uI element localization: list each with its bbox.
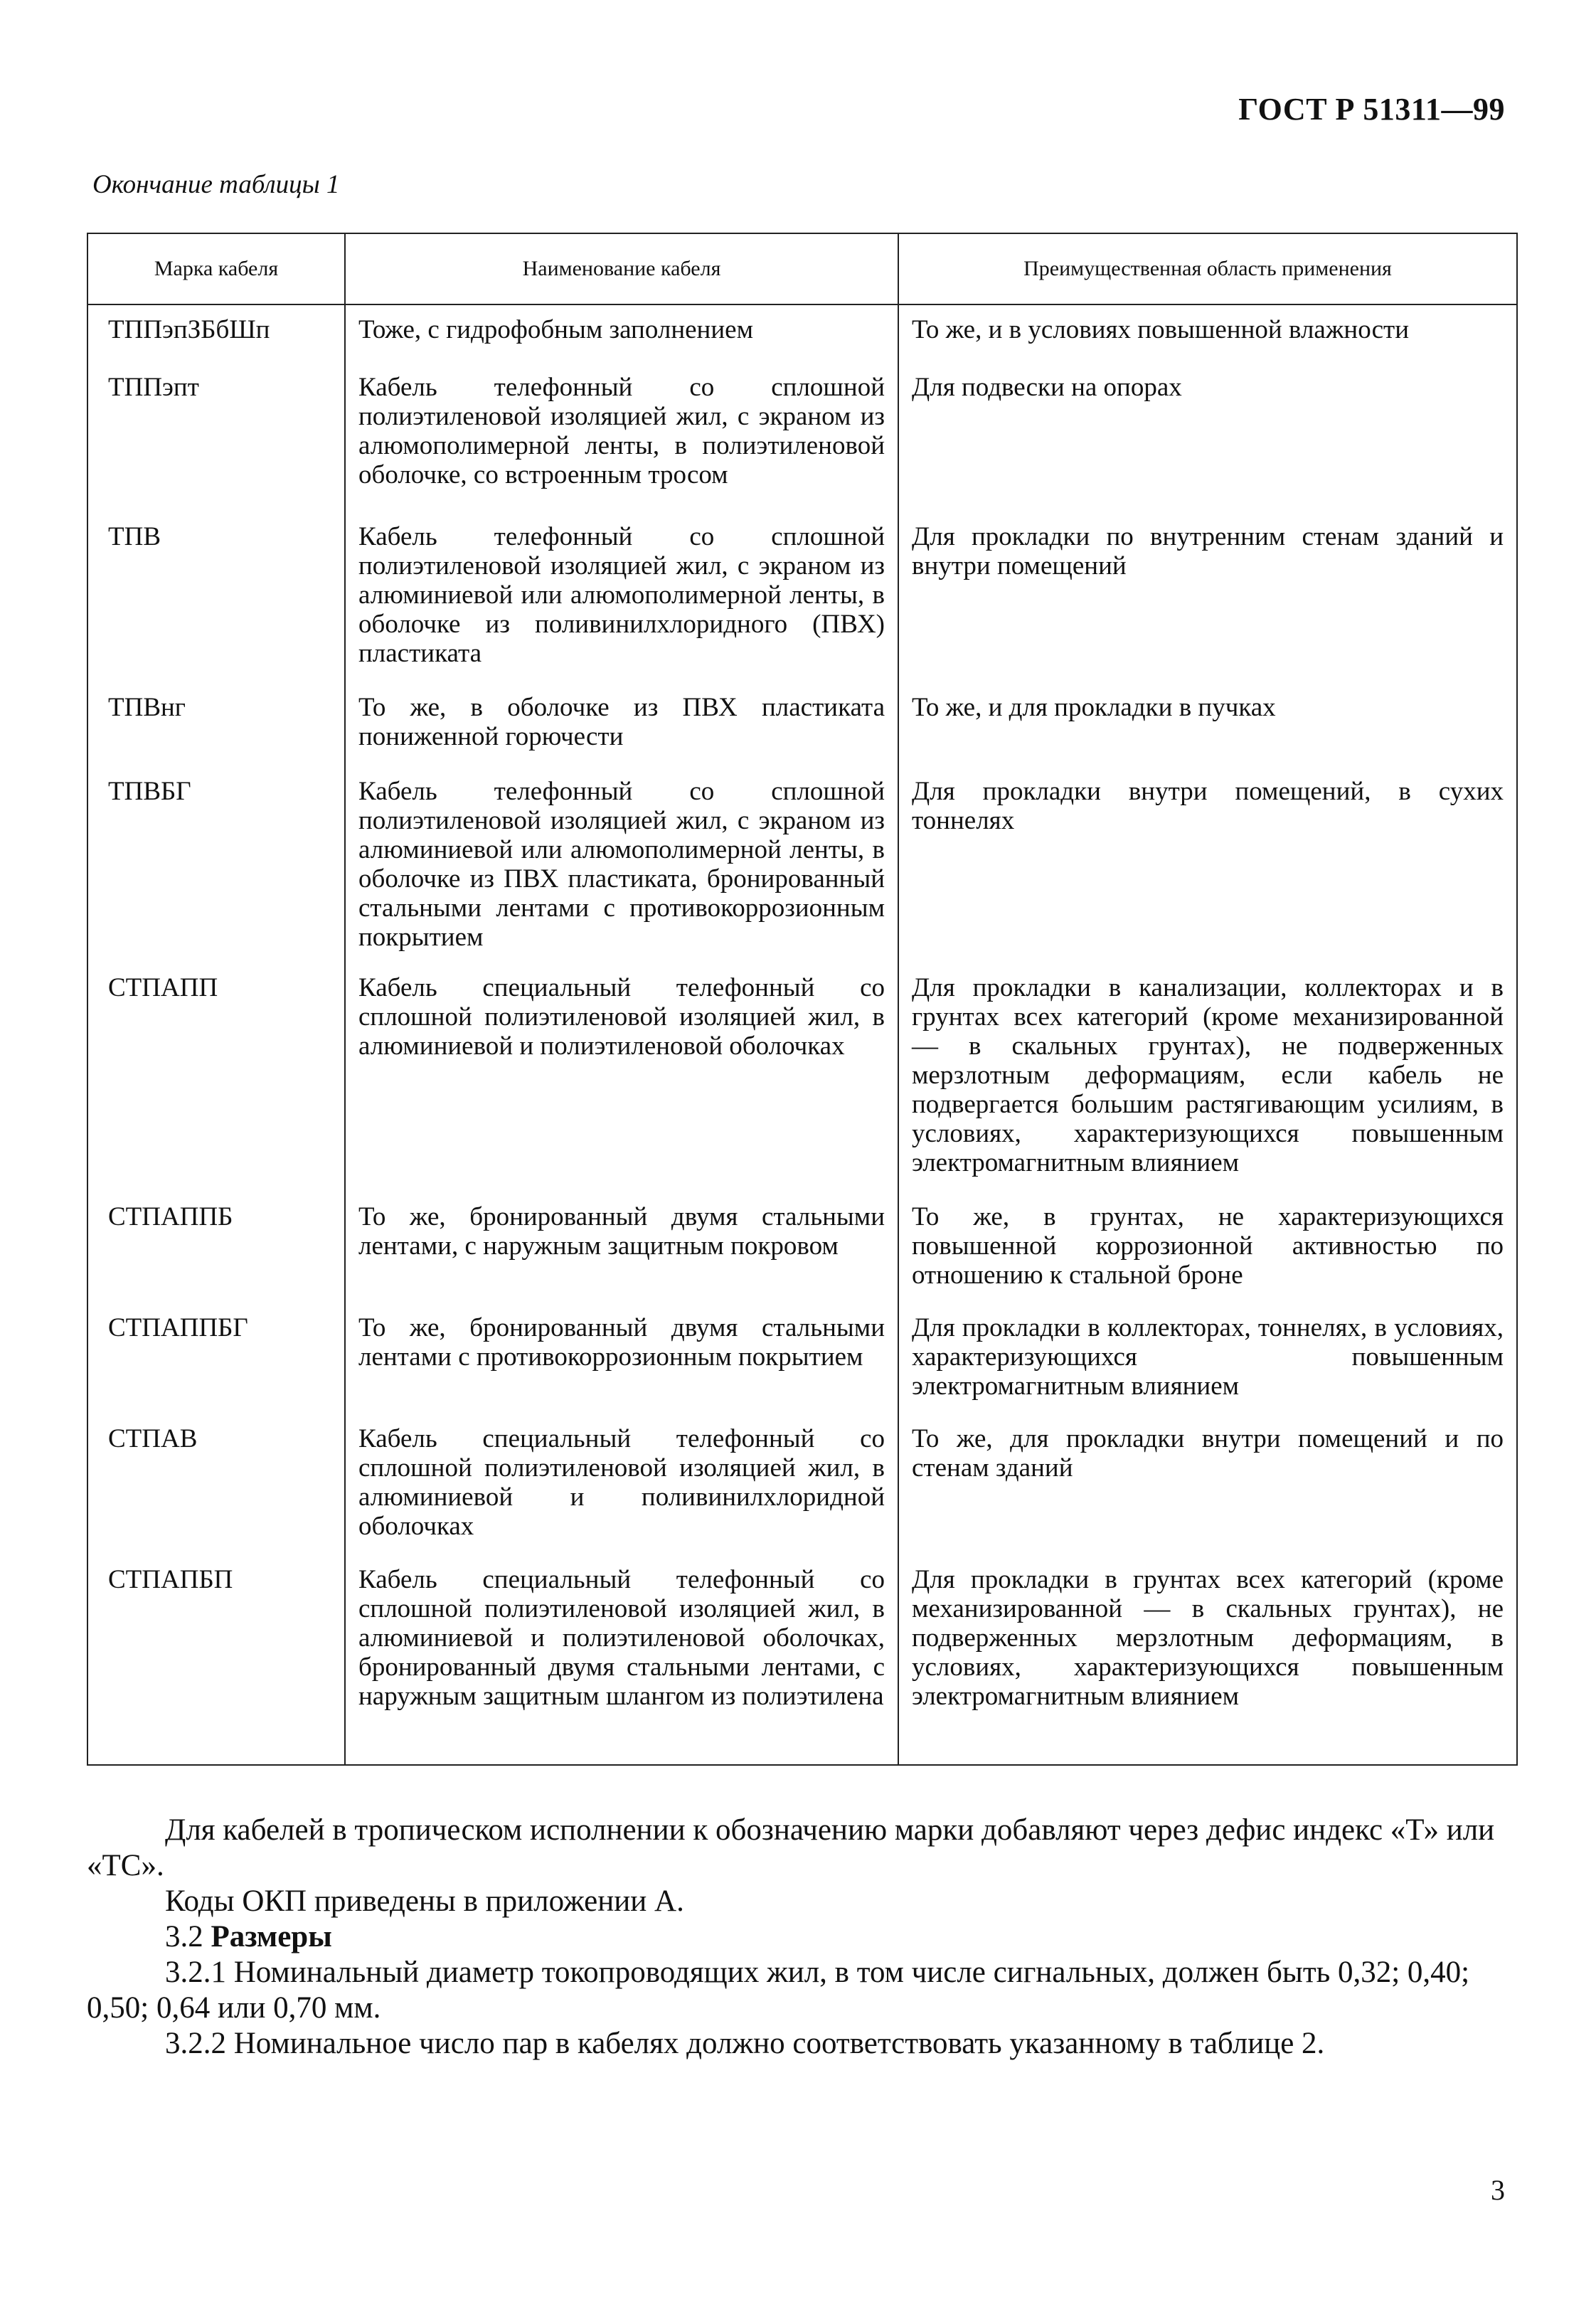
section-heading (87, 1919, 1516, 1955)
cable-application: То же, в грунтах, не характеризующихся повышенной коррозионной активностью по отношению к стальной броне (898, 1192, 1517, 1303)
table-row (87, 1192, 1517, 1303)
cable-application: То же, и в условиях повышенной влажности (898, 304, 1517, 363)
cable-table-container (87, 233, 1516, 1766)
paragraph-tropical: Для кабелей в тропическом исполнении к обозначению марки добавляют через дефис индекс «Т» или «ТС». (87, 1813, 1495, 1882)
paragraph-pairs: 3.2.2 Номинальное число пар в кабелях должно соответствовать указанному в таблице 2. (165, 2027, 1325, 2060)
table-row (87, 1555, 1517, 1765)
cable-application: Для подвески на опорах (898, 363, 1517, 512)
table-row (87, 767, 1517, 963)
table-caption: Окончание таблицы 1 (92, 170, 340, 199)
cable-mark: СТПАППБГ (87, 1303, 345, 1414)
cable-mark: СТПАВ (87, 1414, 345, 1555)
cable-mark: СТПАППБ (87, 1192, 345, 1303)
cable-mark: ТПВБГ (87, 767, 345, 963)
cable-application: Для прокладки в канализации, коллекторах и в грунтах всех категорий (кроме механизированной — в скальных грунтах), не подверженных мерзлотным деформациям, если кабель не подвергается большим растягивающим усилиям, в условиях, характеризующихся повышенным электромагнитным влиянием (898, 963, 1517, 1192)
column-header-name: Наименование кабеля (345, 233, 898, 304)
table-row (87, 963, 1517, 1192)
cable-table (87, 233, 1518, 1766)
table-header-row (87, 233, 1517, 304)
column-header-mark: Марка кабеля (87, 233, 345, 304)
page-number: 3 (1491, 2174, 1505, 2206)
cable-name: То же, бронированный двумя стальными лентами, с наружным защитным покровом (345, 1192, 898, 1303)
cable-name: То же, в оболочке из ПВХ пластиката пониженной горючести (345, 683, 898, 767)
cable-name: Кабель телефонный со сплошной полиэтиленовой изоляцией жил, с экраном из алюминиевой или алюмополимерной ленты, в оболочке из ПВХ пластиката, бронированный стальными лентами с противокоррозионным покрытием (345, 767, 898, 963)
cable-name: Кабель специальный телефонный со сплошной полиэтиленовой изоляцией жил, в алюминиевой и полиэтиленовой оболочках, бронированный двумя стальными лентами, с наружным защитным шлангом из полиэтилена (345, 1555, 898, 1765)
document-code: ГОСТ Р 51311—99 (1238, 92, 1505, 127)
cable-name: Тоже, с гидрофобным заполнением (345, 304, 898, 363)
cable-mark: ТПВнг (87, 683, 345, 767)
table-row (87, 304, 1517, 363)
cable-name: То же, бронированный двумя стальными лентами с противокоррозионным покрытием (345, 1303, 898, 1414)
cable-application: То же, для прокладки внутри помещений и по стенам зданий (898, 1414, 1517, 1555)
cable-mark: ТППэпЗБбШп (87, 304, 345, 363)
cable-mark: СТПАПП (87, 963, 345, 1192)
cable-mark: ТПВ (87, 512, 345, 683)
cable-name: Кабель специальный телефонный со сплошной полиэтиленовой изоляцией жил, в алюминиевой и поливинилхлоридной оболочках (345, 1414, 898, 1555)
cable-application: То же, и для прокладки в пучках (898, 683, 1517, 767)
cable-mark: СТПАПБП (87, 1555, 345, 1765)
table-row (87, 1303, 1517, 1414)
cable-mark: ТППэпт (87, 363, 345, 512)
paragraph-okp-codes: Коды ОКП приведены в приложении А. (165, 1884, 684, 1918)
table-row (87, 363, 1517, 512)
cable-name: Кабель специальный телефонный со сплошной полиэтиленовой изоляцией жил, в алюминиевой и полиэтиленовой оболочках (345, 963, 898, 1192)
cable-application: Для прокладки по внутренним стенам зданий и внутри помещений (898, 512, 1517, 683)
cable-name: Кабель телефонный со сплошной полиэтиленовой изоляцией жил, с экраном из алюминиевой или алюмополимерной ленты, в оболочке из поливинилхлоридного (ПВХ) пластиката (345, 512, 898, 683)
paragraph-diameter: 3.2.1 Номинальный диаметр токопроводящих жил, в том числе сигнальных, должен быть 0,32; 0,40; 0,50; 0,64 или 0,70 мм. (87, 1956, 1470, 2025)
column-header-area: Преимущественная область применения (898, 233, 1517, 304)
cable-application: Для прокладки внутри помещений, в сухих тоннелях (898, 767, 1517, 963)
cable-name: Кабель телефонный со сплошной полиэтиленовой изоляцией жил, с экраном из алюмополимерной ленты, в полиэтиленовой оболочке, со встроенным тросом (345, 363, 898, 512)
table-row (87, 683, 1517, 767)
section-title: Размеры (211, 1920, 332, 1953)
table-row (87, 512, 1517, 683)
table-row (87, 1414, 1517, 1555)
cable-application: Для прокладки в грунтах всех категорий (кроме механизированной — в скальных грунтах), не подверженных мерзлотным деформациям, в условиях, характеризующихся повышенным электромагнитным влиянием (898, 1555, 1517, 1765)
body-text (87, 1813, 1516, 2062)
cable-application: Для прокладки в коллекторах, тоннелях, в условиях, характеризующихся повышенным электромагнитным влиянием (898, 1303, 1517, 1414)
section-number: 3.2 (165, 1920, 203, 1953)
